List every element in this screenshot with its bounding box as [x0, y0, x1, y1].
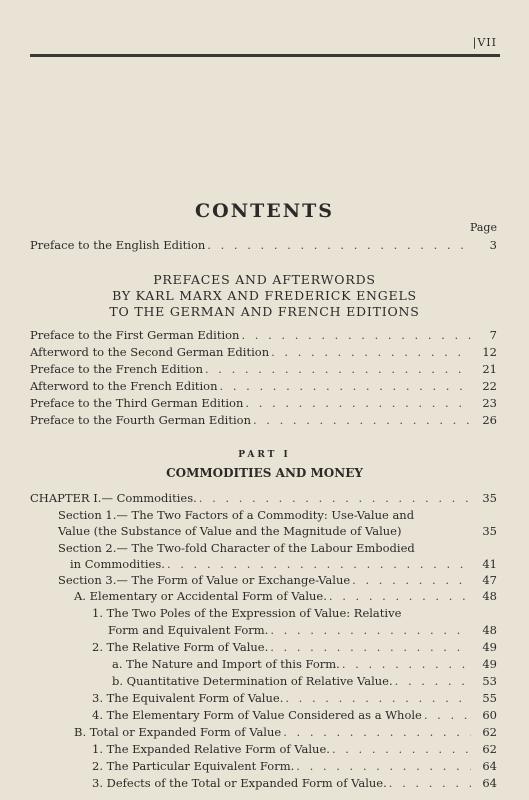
- page-column-label: Page: [469, 221, 497, 234]
- toc-entry-english-preface: [30, 238, 497, 252]
- toc-entry: Preface to the First German Edition . . . 7: [30, 328, 497, 342]
- toc-entry-section-2-line-1: Section 2.— The Two-fold Character of the Labour Embodied: [58, 541, 415, 555]
- part-label: PART I: [238, 450, 291, 460]
- toc-entry-chapter-1: CHAPTER I.— Commodities. . . . 35: [30, 491, 497, 505]
- prefaces-heading-line-3: TO THE GERMAN AND FRENCH EDITIONS: [109, 304, 420, 319]
- part-title: COMMODITIES AND MONEY: [166, 466, 363, 480]
- prefaces-heading-line-1: PREFACES AND AFTERWORDS: [153, 272, 376, 287]
- toc-entry: Preface to the French Edition . . . 21: [30, 362, 497, 376]
- page-number: |VII: [472, 36, 497, 49]
- toc-entry-a2: 2. The Relative Form of Value. . . . 49: [92, 640, 497, 654]
- toc-entry-b1: 1. The Expanded Relative Form of Value. . . . 62: [92, 742, 497, 756]
- toc-entry-section-3: Section 3.— The Form of Value or Exchange-Value . . . 47: [58, 573, 497, 587]
- toc-entry-subsection-b: B. Total or Expanded Form of Value . . . 62: [74, 725, 497, 739]
- toc-entry-page: 3: [489, 238, 497, 252]
- toc-entry-b2: 2. The Particular Equivalent Form. . . . 64: [92, 759, 497, 773]
- toc-entry: Afterword to the Second German Edition . . . 12: [30, 345, 497, 359]
- header-rule: [30, 54, 500, 57]
- toc-entry-a2b: b. Quantitative Determination of Relative Value. . . . 53: [112, 674, 497, 688]
- toc-entry-a3: 3. The Equivalent Form of Value. . . . 55: [92, 691, 497, 705]
- toc-entry-a4: 4. The Elementary Form of Value Considered as a Whole . . . 60: [92, 708, 497, 722]
- toc-entry-label: Preface to the English Edition: [30, 238, 206, 252]
- toc-entry-b3: 3. Defects of the Total or Expanded Form of Value. . . . 64: [92, 776, 497, 790]
- toc-entry-section-2-line-2: in Commodities. . . . 41: [70, 557, 497, 571]
- toc-entry-a1-line-1: 1. The Two Poles of the Expression of Value: Relative: [92, 606, 402, 620]
- toc-entry-subsection-a: A. Elementary or Accidental Form of Value. . . . 48: [74, 589, 497, 603]
- toc-entry: Preface to the Fourth German Edition . . . 26: [30, 413, 497, 427]
- toc-entry-a2a: a. The Nature and Import of this Form. . . . 49: [112, 657, 497, 671]
- toc-entry-a1-line-2: Form and Equivalent Form. . . . 48: [108, 623, 497, 637]
- prefaces-heading-line-2: BY KARL MARX AND FREDERICK ENGELS: [112, 288, 417, 303]
- toc-entry: Afterword to the French Edition . . . 22: [30, 379, 497, 393]
- toc-entry-section-1-line-1: Section 1.— The Two Factors of a Commodity: Use-Value and: [58, 508, 415, 522]
- toc-entry-section-1-line-2: Value (the Substance of Value and the Magnitude of Value) 35: [58, 524, 497, 538]
- toc-entry: Preface to the Third German Edition . . . 23: [30, 396, 497, 410]
- contents-title: CONTENTS: [195, 200, 334, 222]
